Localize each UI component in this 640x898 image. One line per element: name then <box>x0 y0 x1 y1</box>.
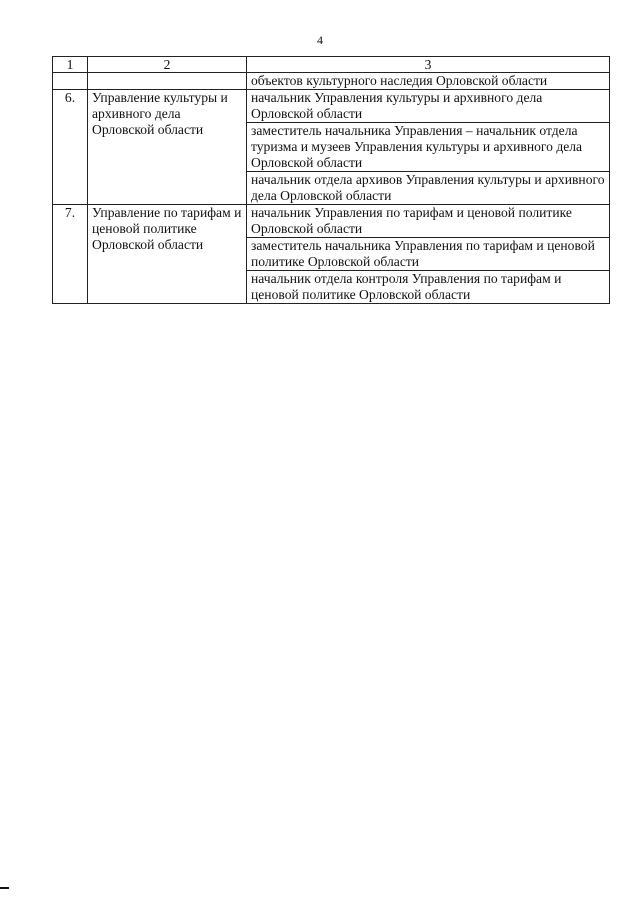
table-row-continuation <box>53 73 610 90</box>
row-number-cell: 7. <box>53 205 88 304</box>
position-cell: начальник Управления культуры и архивного дела Орловской области <box>247 90 610 123</box>
position-cell: заместитель начальника Управления по тарифам и ценовой политике Орловской области <box>247 238 610 271</box>
position-cell: заместитель начальника Управления – начальник отдела туризма и музеев Управления культуры и архивного дела Орловской области <box>247 123 610 172</box>
page-number: 4 <box>317 33 323 47</box>
organization-cell: Управление по тарифам и ценовой политике Орловской области <box>88 205 247 304</box>
position-cell: объектов культурного наследия Орловской области <box>247 73 610 90</box>
positions-table <box>52 56 610 304</box>
organization-cell: Управление культуры и архивного дела Орловской области <box>88 90 247 205</box>
table-row <box>53 90 610 123</box>
column-header-1: 1 <box>53 57 88 73</box>
row-number-cell: 6. <box>53 90 88 205</box>
position-cell: начальник отдела контроля Управления по тарифам и ценовой политике Орловской области <box>247 271 610 304</box>
table-header-row <box>53 57 610 73</box>
position-cell: начальник отдела архивов Управления культуры и архивного дела Орловской области <box>247 172 610 205</box>
scan-edge-mark <box>0 887 9 889</box>
column-header-3: 3 <box>247 57 610 73</box>
row-number-cell <box>53 73 88 90</box>
table-row <box>53 205 610 238</box>
organization-cell <box>88 73 247 90</box>
position-cell: начальник Управления по тарифам и ценовой политике Орловской области <box>247 205 610 238</box>
column-header-2: 2 <box>88 57 247 73</box>
